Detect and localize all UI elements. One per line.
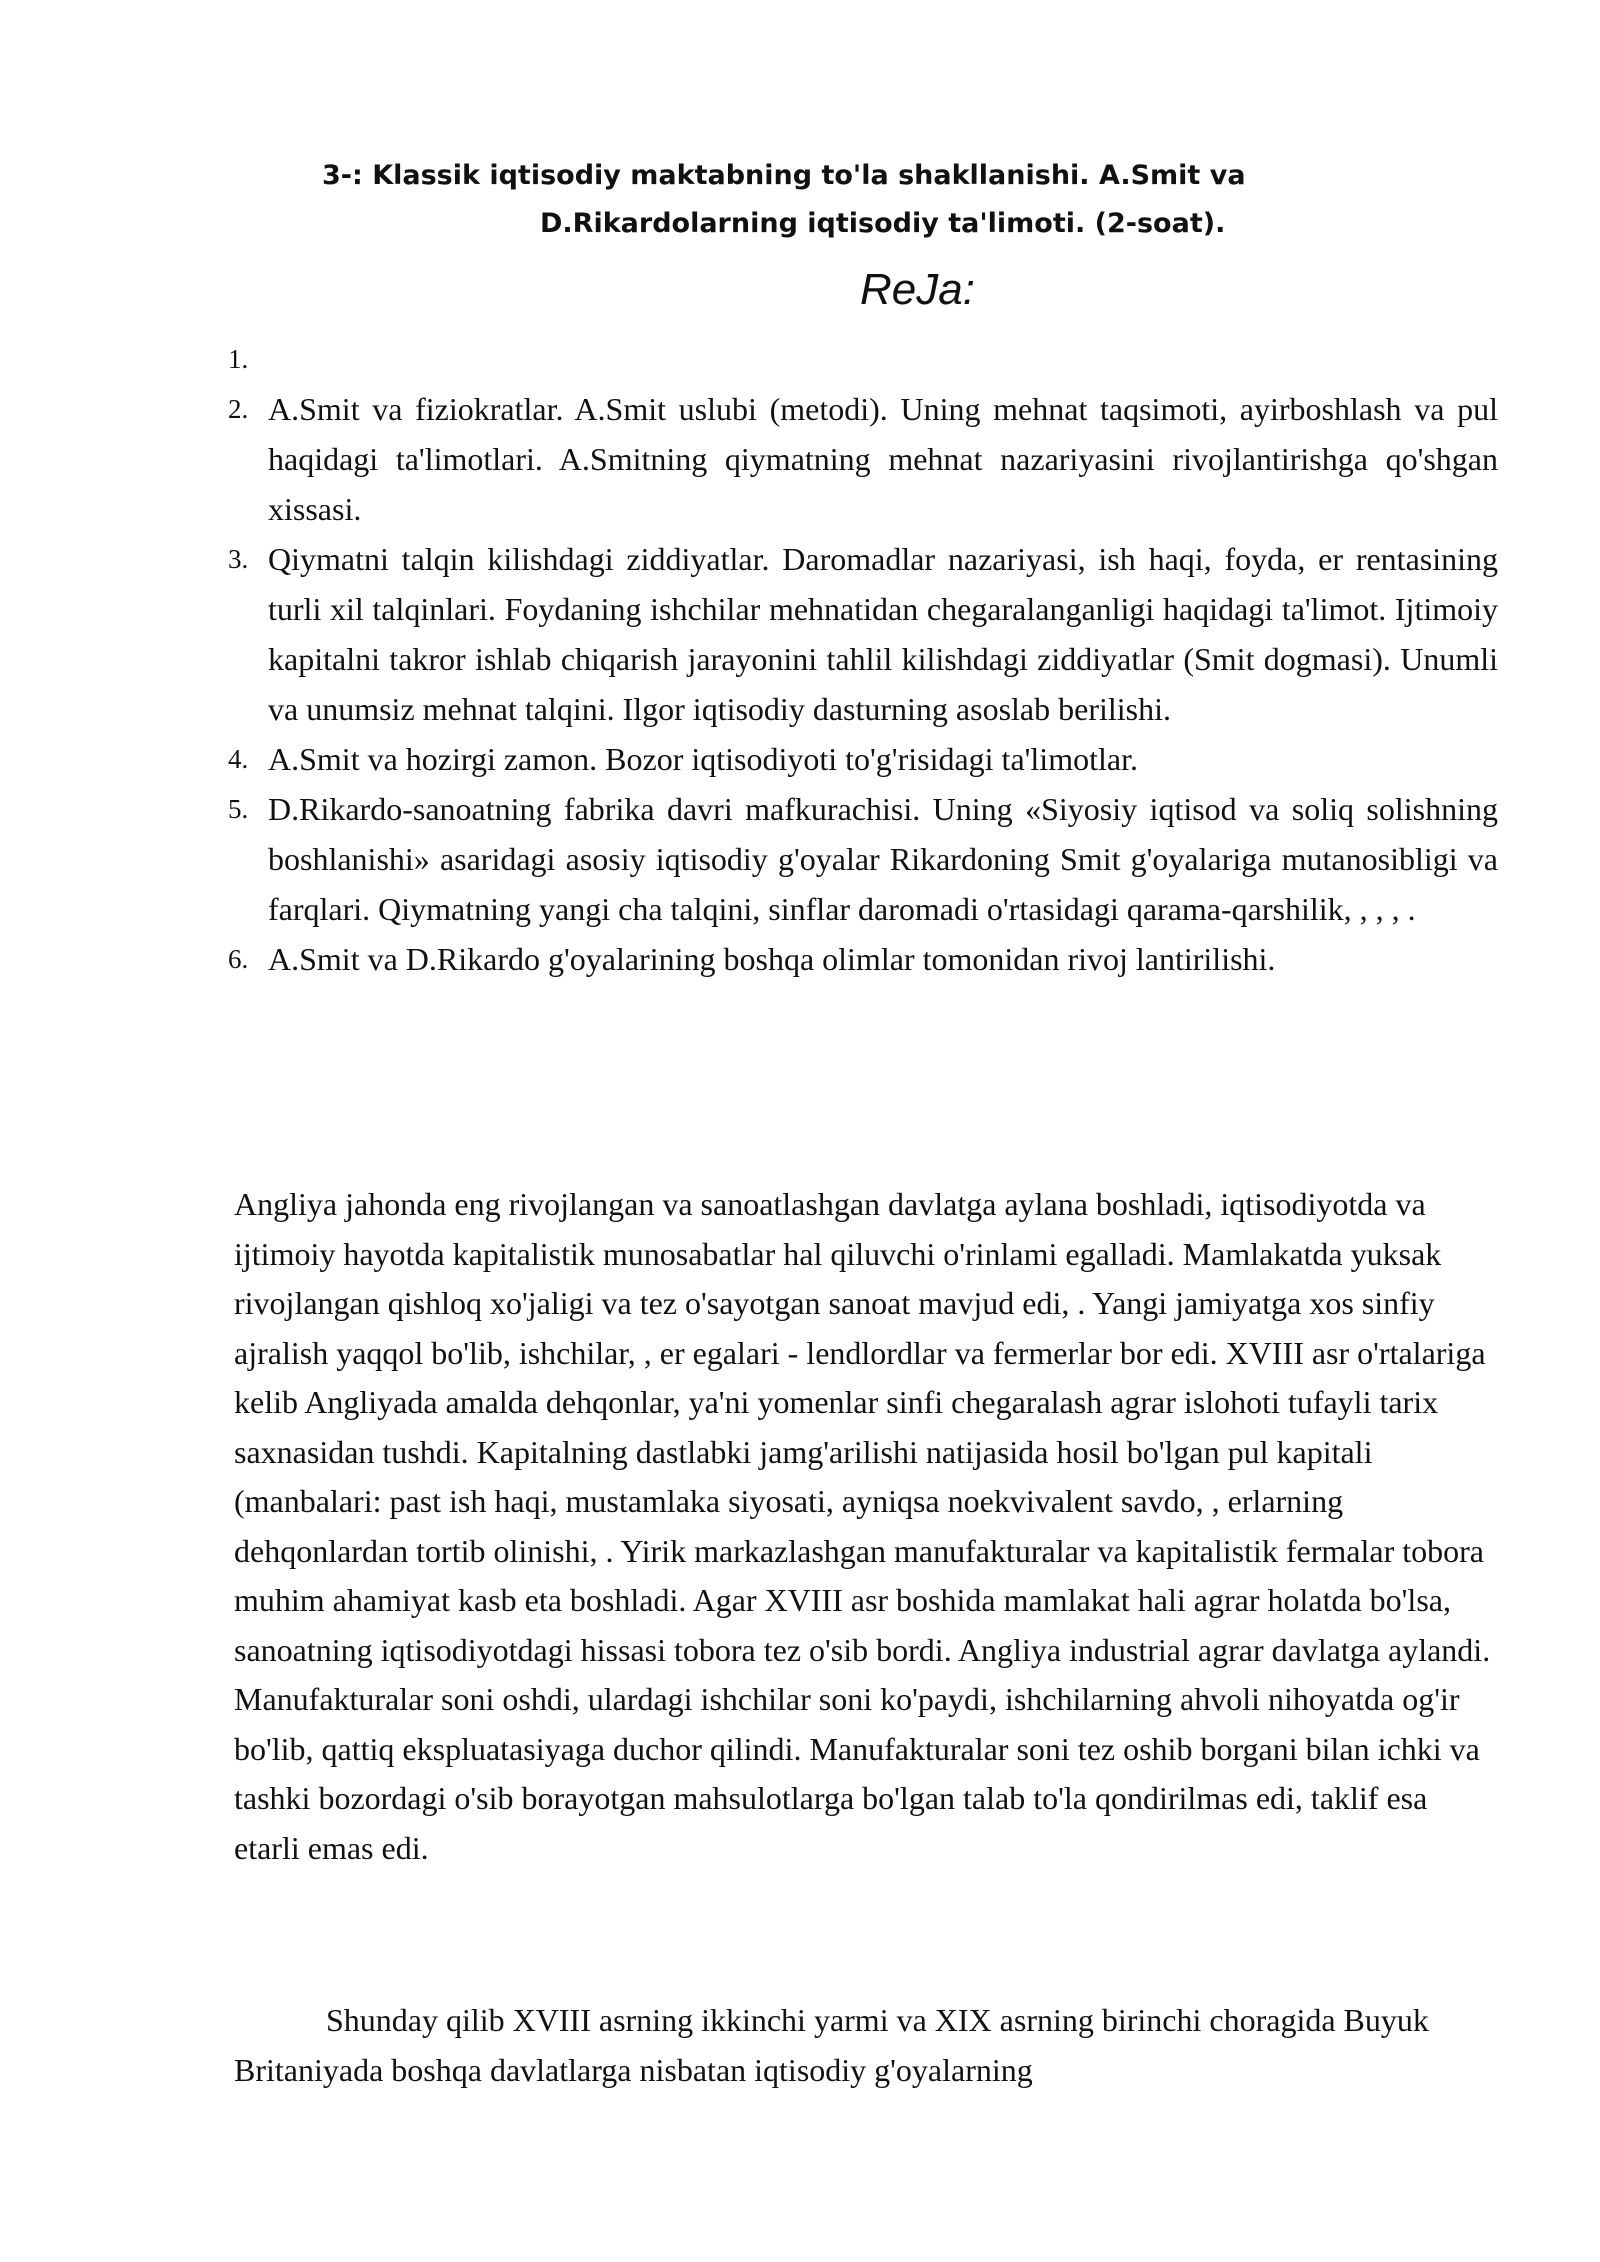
- document-title-line-1: 3-: Klassik iqtisodiy maktabning to'la shakllanishi. A.Smit va: [322, 160, 1246, 191]
- plan-item-number: 2.: [228, 394, 249, 424]
- plan-item-text: A.Smit va fiziokratlar. A.Smit uslubi (metodi). Uning mehnat taqsimoti, ayirboshlash va pul haqidagi ta'limotlari. A.Smitning qiymatning mehnat nazariyasini rivojlantirishga qo'shgan xissasi.: [268, 391, 1498, 527]
- plan-item: [228, 934, 1498, 984]
- plan-item-number: 3.: [228, 544, 249, 574]
- plan-item: [228, 334, 1498, 384]
- plan-item-text: A.Smit va hozirgi zamon. Bozor iqtisodiyoti to'g'risidagi ta'limotlar.: [268, 741, 1138, 777]
- plan-item: [228, 534, 1498, 734]
- body-paragraph: Angliya jahonda eng rivojlangan va sanoatlashgan davlatga aylana boshladi, iqtisodiyotda va ijtimoiy hayotda kapitalistik munosabatlar hal qiluvchi o'rinlami egalladi. Mamlakatda yuksak rivojlangan qishloq xo'jaligi va tez o'sayotgan sanoat mavjud edi, . Yangi jamiyatga xos sinfiy ajralish yaqqol bo'lib, ishchilar, , er egalari - lendlordlar va fermerlar bor edi. XVIII asr o'rtalariga kelib Angliyada amalda dehqonlar, ya'ni yomenlar sinfi chegaralash agrar islohoti tufayli tarix saxnasidan tushdi. Kapitalning dastlabki jamg'arilishi natijasida hosil bo'lgan pul kapitali (manbalari: past ish haqi, mustamlaka siyosati, ayniqsa noekvivalent savdo, , erlarning dehqonlardan tortib olinishi, . Yirik markazlashgan manufakturalar va kapitalistik fermalar tobora muhim ahamiyat kasb eta boshladi. Agar XVIII asr boshida mamlakat hali agrar holatda bo'lsa, sanoatning iqtisodiyotdagi hissasi tobora tez o'sib bordi. Angliya industrial agrar davlatga aylandi. Manufakturalar soni oshdi, ulardagi ishchilar soni ko'paydi, ishchilarning ahvoli nihoyatda og'ir bo'lib, qattiq ekspluatasiyaga duchor qilindi. Manufakturalar soni tez oshib borgani bilan ichki va tashki bozordagi o'sib borayotgan mahsulotlarga bo'lgan talab to'la qondirilmas edi, taklif esa etarli emas edi.: [234, 1186, 1491, 1866]
- plan-item-number: 4.: [228, 744, 249, 774]
- plan-item-text: Qiymatni talqin kilishdagi ziddiyatlar. Daromadlar nazariyasi, ish haqi, foyda, er rentasining turli xil talqinlari. Foydaning ishchilar mehnatidan chegaralanganligi haqidagi ta'limot. Ijtimoiy kapitalni takror ishlab chiqarish jarayonini tahlil kilishdagi ziddiyatlar (Smit dogmasi). Unumli va unumsiz mehnat talqini. Ilgor iqtisodiy dasturning asoslab berilishi.: [268, 541, 1498, 727]
- plan-heading: ReJa:: [860, 265, 975, 314]
- plan-item: [228, 784, 1498, 934]
- plan-item-number: 6.: [228, 944, 249, 974]
- plan-item-text: A.Smit va D.Rikardo g'oyalarining boshqa olimlar tomonidan rivoj lantirilishi.: [268, 941, 1276, 977]
- plan-item-number: 1.: [228, 344, 249, 374]
- document-title-line-2: D.Rikardolarning iqtisodiy ta'limoti. (2-soat).: [540, 208, 1226, 239]
- body-paragraph: Shunday qilib XVIII asrning ikkinchi yarmi va XIX asrning birinchi choragida Buyuk Britaniyada boshqa davlatlarga nisbatan iqtisodiy g'oyalarning: [234, 2002, 1429, 2088]
- plan-item-text: D.Rikardo-sanoatning fabrika davri mafkurachisi. Uning «Siyosiy iqtisod va soliq solishning boshlanishi» asaridagi asosiy iqtisodiy g'oyalar Rikardoning Smit g'oyalariga mutanosibligi va farqlari. Qiymatning yangi cha talqini, sinflar daromadi o'rtasidagi qarama-qarshilik, , , , .: [268, 791, 1498, 927]
- plan-item: [228, 734, 1498, 784]
- plan-item: [228, 384, 1498, 534]
- plan-item-number: 5.: [228, 794, 249, 824]
- plan-list: [228, 334, 1498, 984]
